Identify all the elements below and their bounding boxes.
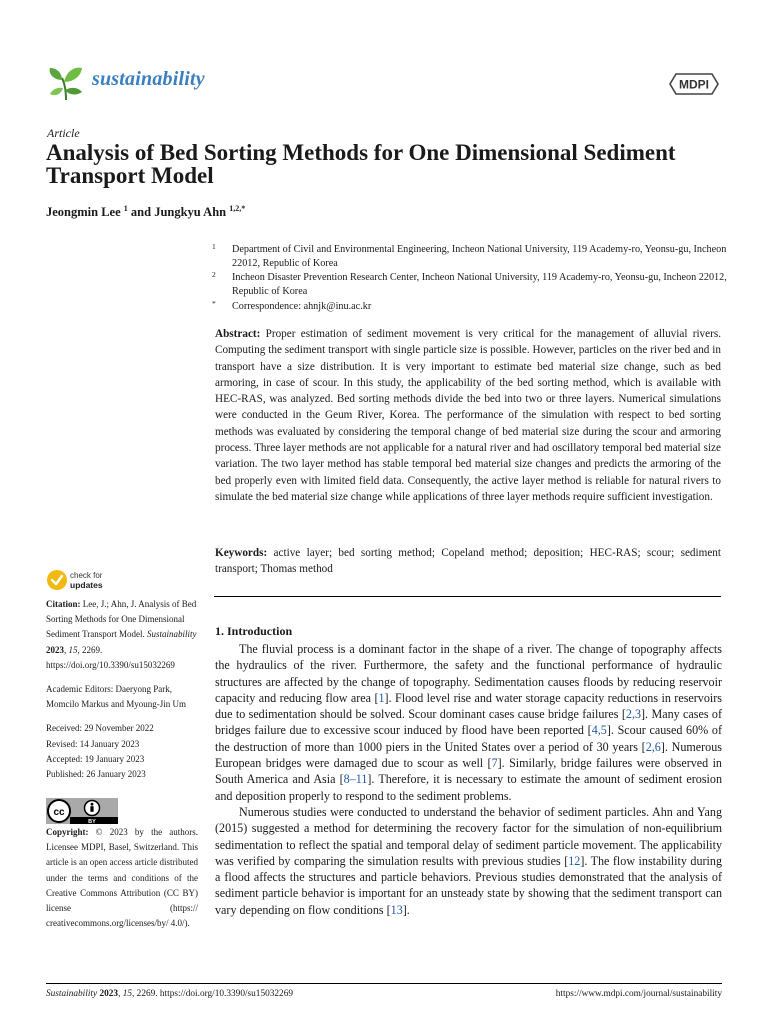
journal-logo-icon — [46, 60, 86, 104]
by-text: BY — [88, 819, 96, 824]
author-conjunction: and — [127, 205, 155, 220]
editors-text: Daeryong Park, Momcilo Markus and Myoung-Jin Um — [46, 684, 186, 710]
cc-text: cc — [53, 807, 65, 818]
citation-year: 2023 — [46, 644, 64, 655]
paragraph — [215, 804, 722, 918]
citation-pages: , 2269. — [77, 644, 103, 655]
author-affil-ref: 1 — [123, 204, 128, 213]
paragraph-text: Numerous studies were conducted to understand the behavior of sediment particles. Ahn and Yang (2015) suggested a method for determining the recovery factor for the simulation of non-equilibrium sedimentation to reflect the spatial and temporal delay of sediment particle movement. The applicability was verified by comparing the simulation results with previous studies [ — [215, 804, 722, 868]
accepted-date: Accepted: 19 January 2023 — [46, 753, 145, 764]
abstract-label: Abstract: — [215, 328, 261, 340]
footer-doi[interactable]: , 2269. https://doi.org/10.3390/su15032269 — [132, 989, 293, 999]
paragraph — [215, 641, 722, 804]
reference-link[interactable]: 13 — [390, 902, 403, 917]
author-name[interactable]: Jeongmin Lee — [46, 205, 121, 220]
sidebar — [46, 597, 198, 791]
academic-editors — [46, 682, 198, 712]
correspondence-text[interactable]: Correspondence: ahnjk@inu.ac.kr — [232, 300, 372, 312]
reference-link[interactable]: 8–11 — [343, 772, 368, 787]
copyright-text: © 2023 by the authors. Licensee MDPI, Basel, Switzerland. This article is an open access article distributed under the terms and conditions of the Creative Commons Attribution (CC BY) license (https:// creativecommons.org/licenses/by/ 4.0/). — [46, 827, 198, 929]
check-label-2: updates — [70, 580, 103, 590]
paragraph-text: ]. Similarly, bridge failures were observed in South America and Asia [ — [215, 756, 722, 787]
abstract — [215, 326, 721, 505]
mdpi-logo[interactable] — [667, 70, 721, 98]
published-date: Published: 26 January 2023 — [46, 769, 146, 780]
affiliations — [212, 243, 732, 315]
affiliation-text: Department of Civil and Environmental Engineering, Incheon National University, 119 Academy-ro, Yeonsu-gu, Incheon 22012, Republic of Korea — [232, 244, 727, 269]
footer-volume: 15 — [122, 989, 133, 999]
keywords-label: Keywords: — [215, 547, 268, 559]
article-type: Article — [47, 126, 80, 140]
paragraph-text: The fluvial process is a dominant factor in the shape of a river. The change of topography affects the hydraulics of the river. Furthermore, the safety and the functional performance of hydraulic structures are affected by the change of topography. Sedimentation causes floods by reducing reservoir capacity and reducing flow area [ — [215, 642, 722, 705]
paragraph-text: ]. The flow instability during a flood affects the structures and particle behaviors. Previous studies demonstrated that the analysis of sediment particle behavior is important for an unsteady state by showing that the sediment transport can vary depending on flow conditions [ — [215, 853, 722, 917]
citation-journal: Sustainability — [147, 629, 197, 640]
introduction-body — [215, 641, 722, 918]
paragraph-text: ]. Flood level rise and water storage capacity reductions in reservoirs due to sedimentation should be solved. Scour dominant cases cause bridge failures [ — [215, 690, 722, 722]
divider — [214, 596, 721, 597]
received-date: Received: 29 November 2022 — [46, 723, 154, 734]
affiliation-item — [212, 243, 732, 270]
copyright — [46, 825, 198, 940]
cc-by-license-icon[interactable] — [46, 798, 118, 824]
citation-text: Lee, J.; Ahn, J. Analysis of Bed Sorting Methods for One Dimensional Sediment Transport Model. — [46, 599, 197, 640]
citation: Citation: Lee, J.; Ahn, J. Analysis of Bed Sorting Methods for One Dimensional Sediment Transport Model. Sustainability 2023, 15, 2269. https://doi.org/10.3390/su15032269 — [46, 599, 197, 670]
paragraph-text: ]. Numerous European bridges were damaged due to scour as well [ — [215, 739, 722, 771]
affiliation-number: 1 — [212, 242, 216, 251]
dates — [46, 721, 198, 782]
abstract-text: Proper estimation of sediment movement is very critical for the management of alluvial rivers. Computing the sediment transport with single particle size is possible. However, particles on the river bed and in transport have a size distribution. It is very important to estimate bed material size change, such as bed armoring, in case of scour. In this study, the applicability of the bed sorting method, which is available with HEC-RAS, was analyzed. Bed sorting methods divide the bed into two or three layers. Numerical simulations were conducted in the Geum River, Korea. The performance of the simulation with respect to bed sorting methods was evaluated by considering the temporal change of bed material size during the scour and armoring process. Three layer methods are not applicable for a natural river and had oscillatory temporal bed material size variation. The two layer method has stable temporal bed material size changes and predicts the armoring of the bed properly even with limited field data. Consequently, the active layer method is reliable for natural rivers to simulate the bed material size change while applications of three layer methods require sufficient investigation. — [215, 328, 721, 503]
revised-date: Revised: 14 January 2023 — [46, 738, 140, 749]
footer-citation: Sustainability 2023, 15, 2269. https://doi.org/10.3390/su15032269 — [46, 989, 293, 999]
page-title: Analysis of Bed Sorting Methods for One Dimensional Sediment Transport Model — [46, 140, 676, 188]
author-list — [46, 204, 245, 220]
reference-link[interactable]: 7 — [491, 756, 498, 771]
footer-year: 2023 — [99, 989, 119, 999]
editors-label: Academic Editors: — [46, 684, 114, 695]
affiliation-text: Incheon Disaster Prevention Research Center, Incheon National University, 119 Academy-ro, Yeonsu-gu, Incheon 22012, Republic of Korea — [232, 272, 727, 298]
keywords — [215, 545, 721, 578]
section-heading: 1. Introduction — [215, 624, 293, 638]
citation-volume: 15 — [68, 644, 78, 655]
paragraph-text: ]. Many cases of bridges failure due to excessive scour induced by flood have been reported [ — [215, 707, 723, 738]
author-name[interactable]: Jungkyu Ahn — [154, 205, 227, 220]
affiliation-item — [212, 271, 732, 298]
reference-link[interactable]: 2,3 — [625, 707, 642, 722]
copyright-notice — [46, 825, 198, 931]
correspondence — [212, 300, 732, 314]
footer-divider — [46, 983, 722, 984]
affiliation-number: 2 — [212, 270, 216, 280]
reference-link[interactable]: 4,5 — [591, 723, 607, 738]
reference-link[interactable]: 12 — [568, 853, 581, 868]
affiliation-number: * — [212, 298, 216, 308]
paragraph-text: ]. Scour caused 60% of the destruction of more than 1000 piers in the United States over a period of 30 years [ — [215, 723, 722, 754]
reference-link[interactable]: 1 — [378, 690, 385, 705]
check-label-1: check for — [70, 571, 103, 580]
author-affil-ref: 1,2,* — [229, 204, 246, 213]
journal-name[interactable]: sustainability — [92, 68, 205, 90]
footer-journal: Sustainability — [46, 989, 98, 999]
keywords-text: active layer; bed sorting method; Copeland method; deposition; HEC-RAS; scour; sediment transport; Thomas method — [215, 547, 721, 576]
check-for-updates-button[interactable] — [46, 568, 118, 592]
footer-journal-url[interactable]: https://www.mdpi.com/journal/sustainability — [555, 989, 722, 999]
reference-link[interactable]: 2,6 — [645, 739, 661, 754]
mdpi-logo-text: MDPI — [679, 77, 709, 92]
citation-doi-link[interactable]: https://doi.org/10.3390/su15032269 — [46, 659, 175, 670]
paragraph-text: ]. Therefore, it is necessary to estimate the amount of sediment erosion and deposition properly to respond to the sediment problems. — [215, 772, 722, 803]
copyright-label: Copyright: — [46, 827, 89, 837]
citation-label: Citation: — [46, 599, 81, 609]
paragraph-text: ]. — [402, 902, 410, 917]
